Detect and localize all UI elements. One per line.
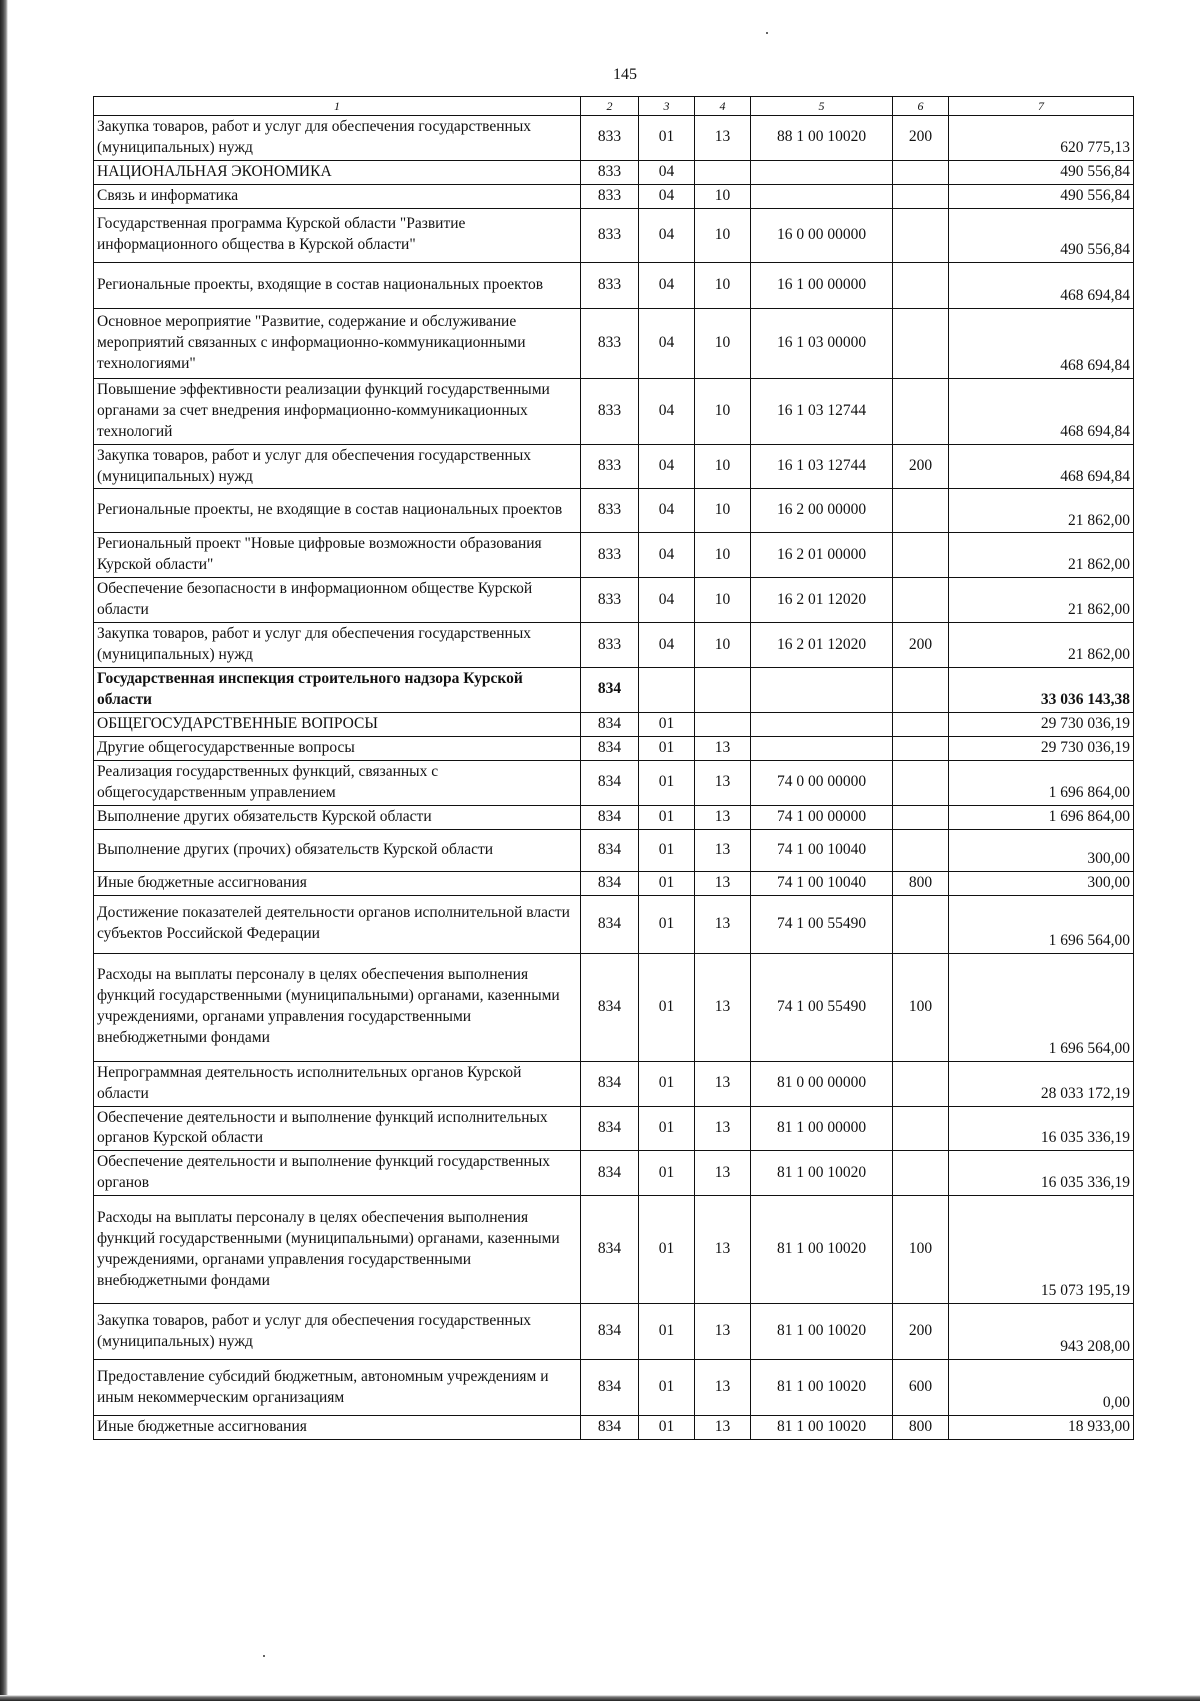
row-expense-type xyxy=(893,1151,949,1196)
row-amount: 490 556,84 xyxy=(949,160,1134,184)
row-section-code: 04 xyxy=(639,208,695,262)
row-amount: 1 696 564,00 xyxy=(949,895,1134,953)
row-target-article: 74 1 00 10040 xyxy=(751,829,893,871)
column-number-row xyxy=(94,97,1134,116)
row-expense-type xyxy=(893,712,949,736)
row-ved-code: 833 xyxy=(581,578,639,623)
table-row xyxy=(94,1106,1134,1151)
scan-speck xyxy=(263,1655,265,1657)
row-ved-code: 834 xyxy=(581,1151,639,1196)
row-name: Обеспечение деятельности и выполнение функций исполнительных органов Курской области xyxy=(94,1106,581,1151)
row-ved-code: 834 xyxy=(581,1416,639,1440)
row-amount: 18 933,00 xyxy=(949,1416,1134,1440)
row-section-code: 01 xyxy=(639,829,695,871)
row-name: Региональный проект "Новые цифровые возможности образования Курской области" xyxy=(94,533,581,578)
row-expense-type xyxy=(893,1061,949,1106)
row-name: Расходы на выплаты персоналу в целях обеспечения выполнения функций государственными (муниципальными) органами, казенными учреждениями, органами управления государственными внебюджетными фондами xyxy=(94,953,581,1061)
row-ved-code: 834 xyxy=(581,805,639,829)
row-ved-code: 834 xyxy=(581,760,639,805)
row-subsection-code: 13 xyxy=(695,805,751,829)
column-number: 4 xyxy=(695,97,751,116)
row-subsection-code: 10 xyxy=(695,578,751,623)
row-subsection-code: 13 xyxy=(695,1196,751,1304)
row-expense-type: 800 xyxy=(893,871,949,895)
row-name: Закупка товаров, работ и услуг для обеспечения государственных (муниципальных) нужд xyxy=(94,1304,581,1360)
row-amount: 21 862,00 xyxy=(949,533,1134,578)
row-subsection-code: 13 xyxy=(695,760,751,805)
row-amount: 21 862,00 xyxy=(949,623,1134,668)
row-ved-code: 833 xyxy=(581,308,639,378)
row-subsection-code: 13 xyxy=(695,871,751,895)
row-expense-type xyxy=(893,533,949,578)
row-name: Иные бюджетные ассигнования xyxy=(94,1416,581,1440)
row-target-article: 74 0 00 00000 xyxy=(751,760,893,805)
row-expense-type xyxy=(893,667,949,712)
table-row xyxy=(94,805,1134,829)
row-target-article xyxy=(751,667,893,712)
row-target-article: 74 1 00 55490 xyxy=(751,895,893,953)
row-amount: 490 556,84 xyxy=(949,208,1134,262)
table-row xyxy=(94,262,1134,308)
row-name: Основное мероприятие "Развитие, содержание и обслуживание мероприятий связанных с информационно-коммуникационными технологиями" xyxy=(94,308,581,378)
row-target-article: 16 2 01 00000 xyxy=(751,533,893,578)
row-subsection-code: 10 xyxy=(695,378,751,444)
row-ved-code: 833 xyxy=(581,262,639,308)
row-section-code: 04 xyxy=(639,623,695,668)
row-section-code: 04 xyxy=(639,444,695,489)
row-ved-code: 833 xyxy=(581,160,639,184)
row-ved-code: 834 xyxy=(581,829,639,871)
row-section-code: 01 xyxy=(639,1416,695,1440)
row-section-code: 01 xyxy=(639,116,695,161)
row-section-code: 01 xyxy=(639,1196,695,1304)
row-expense-type xyxy=(893,184,949,208)
row-target-article: 81 1 00 10020 xyxy=(751,1151,893,1196)
row-section-code: 04 xyxy=(639,378,695,444)
row-expense-type xyxy=(893,308,949,378)
row-name: Государственная инспекция строительного надзора Курской области xyxy=(94,667,581,712)
row-section-code: 01 xyxy=(639,760,695,805)
row-subsection-code xyxy=(695,160,751,184)
row-target-article: 81 1 00 10020 xyxy=(751,1360,893,1416)
row-target-article: 16 2 00 00000 xyxy=(751,489,893,533)
row-ved-code: 834 xyxy=(581,871,639,895)
row-target-article: 81 1 00 10020 xyxy=(751,1304,893,1360)
row-ved-code: 833 xyxy=(581,623,639,668)
row-amount: 943 208,00 xyxy=(949,1304,1134,1360)
row-ved-code: 833 xyxy=(581,444,639,489)
row-target-article: 16 0 00 00000 xyxy=(751,208,893,262)
row-expense-type xyxy=(893,805,949,829)
row-amount: 300,00 xyxy=(949,871,1134,895)
table-row xyxy=(94,208,1134,262)
row-name: Закупка товаров, работ и услуг для обеспечения государственных (муниципальных) нужд xyxy=(94,623,581,668)
row-subsection-code: 10 xyxy=(695,208,751,262)
row-target-article xyxy=(751,160,893,184)
table-row xyxy=(94,1304,1134,1360)
row-expense-type xyxy=(893,262,949,308)
table-row xyxy=(94,760,1134,805)
table-row xyxy=(94,829,1134,871)
row-ved-code: 834 xyxy=(581,1304,639,1360)
row-subsection-code: 13 xyxy=(695,1061,751,1106)
row-section-code: 01 xyxy=(639,805,695,829)
row-name: Закупка товаров, работ и услуг для обеспечения государственных (муниципальных) нужд xyxy=(94,444,581,489)
row-ved-code: 833 xyxy=(581,533,639,578)
row-expense-type: 200 xyxy=(893,444,949,489)
row-expense-type: 100 xyxy=(893,1196,949,1304)
row-target-article: 81 1 00 10020 xyxy=(751,1416,893,1440)
row-subsection-code: 10 xyxy=(695,184,751,208)
row-target-article: 16 1 03 12744 xyxy=(751,444,893,489)
table-row xyxy=(94,444,1134,489)
table-row xyxy=(94,116,1134,161)
row-expense-type xyxy=(893,578,949,623)
table-row xyxy=(94,160,1134,184)
row-subsection-code xyxy=(695,667,751,712)
row-amount: 0,00 xyxy=(949,1360,1134,1416)
table-row xyxy=(94,533,1134,578)
row-ved-code: 834 xyxy=(581,953,639,1061)
budget-table xyxy=(93,96,1134,1440)
column-number: 7 xyxy=(949,97,1134,116)
row-name: Связь и информатика xyxy=(94,184,581,208)
row-name: Реализация государственных функций, связанных с общегосударственным управлением xyxy=(94,760,581,805)
row-section-code: 04 xyxy=(639,160,695,184)
row-amount: 16 035 336,19 xyxy=(949,1106,1134,1151)
row-target-article: 81 0 00 00000 xyxy=(751,1061,893,1106)
column-number: 3 xyxy=(639,97,695,116)
row-section-code: 01 xyxy=(639,953,695,1061)
row-target-article: 88 1 00 10020 xyxy=(751,116,893,161)
column-number: 5 xyxy=(751,97,893,116)
row-ved-code: 834 xyxy=(581,736,639,760)
scan-edge-left xyxy=(0,0,8,1701)
row-expense-type: 200 xyxy=(893,623,949,668)
row-name: Региональные проекты, входящие в состав национальных проектов xyxy=(94,262,581,308)
table-row xyxy=(94,667,1134,712)
row-target-article: 16 1 00 00000 xyxy=(751,262,893,308)
row-amount: 468 694,84 xyxy=(949,262,1134,308)
row-expense-type xyxy=(893,736,949,760)
table-row xyxy=(94,895,1134,953)
table-row xyxy=(94,736,1134,760)
row-section-code: 01 xyxy=(639,736,695,760)
row-name: Обеспечение деятельности и выполнение функций государственных органов xyxy=(94,1151,581,1196)
row-expense-type: 600 xyxy=(893,1360,949,1416)
table-row xyxy=(94,712,1134,736)
row-subsection-code: 10 xyxy=(695,489,751,533)
row-subsection-code: 10 xyxy=(695,308,751,378)
table-row xyxy=(94,623,1134,668)
row-section-code: 01 xyxy=(639,1304,695,1360)
row-subsection-code: 13 xyxy=(695,116,751,161)
table-row xyxy=(94,1416,1134,1440)
row-ved-code: 833 xyxy=(581,489,639,533)
row-subsection-code: 10 xyxy=(695,444,751,489)
row-name: Другие общегосударственные вопросы xyxy=(94,736,581,760)
row-expense-type xyxy=(893,378,949,444)
row-section-code: 04 xyxy=(639,184,695,208)
row-name: Государственная программа Курской области "Развитие информационного общества в Курской области" xyxy=(94,208,581,262)
row-section-code: 01 xyxy=(639,895,695,953)
row-amount: 1 696 864,00 xyxy=(949,760,1134,805)
row-ved-code: 834 xyxy=(581,667,639,712)
row-amount: 21 862,00 xyxy=(949,578,1134,623)
table-row xyxy=(94,1360,1134,1416)
row-amount: 1 696 864,00 xyxy=(949,805,1134,829)
row-ved-code: 834 xyxy=(581,1360,639,1416)
row-target-article: 16 1 03 12744 xyxy=(751,378,893,444)
row-subsection-code: 13 xyxy=(695,736,751,760)
table-row xyxy=(94,489,1134,533)
row-target-article: 74 1 00 55490 xyxy=(751,953,893,1061)
row-ved-code: 833 xyxy=(581,116,639,161)
row-expense-type xyxy=(893,489,949,533)
row-name: Иные бюджетные ассигнования xyxy=(94,871,581,895)
row-expense-type xyxy=(893,895,949,953)
row-section-code: 01 xyxy=(639,1061,695,1106)
row-amount: 468 694,84 xyxy=(949,308,1134,378)
row-subsection-code: 13 xyxy=(695,953,751,1061)
row-expense-type xyxy=(893,1106,949,1151)
row-amount: 21 862,00 xyxy=(949,489,1134,533)
table-row xyxy=(94,308,1134,378)
row-target-article xyxy=(751,736,893,760)
row-section-code: 04 xyxy=(639,308,695,378)
row-amount: 620 775,13 xyxy=(949,116,1134,161)
row-amount: 33 036 143,38 xyxy=(949,667,1134,712)
row-name: Выполнение других (прочих) обязательств Курской области xyxy=(94,829,581,871)
row-section-code: 01 xyxy=(639,712,695,736)
budget-table-body xyxy=(94,97,1134,1440)
row-target-article: 16 2 01 12020 xyxy=(751,578,893,623)
row-expense-type: 200 xyxy=(893,1304,949,1360)
row-section-code: 04 xyxy=(639,533,695,578)
row-name: Предоставление субсидий бюджетным, автономным учреждениям и иным некоммерческим организациям xyxy=(94,1360,581,1416)
row-amount: 300,00 xyxy=(949,829,1134,871)
row-ved-code: 834 xyxy=(581,1106,639,1151)
row-subsection-code: 13 xyxy=(695,1360,751,1416)
row-ved-code: 834 xyxy=(581,1196,639,1304)
row-name: Региональные проекты, не входящие в состав национальных проектов xyxy=(94,489,581,533)
row-subsection-code: 10 xyxy=(695,262,751,308)
row-target-article: 16 1 03 00000 xyxy=(751,308,893,378)
row-subsection-code: 13 xyxy=(695,895,751,953)
row-subsection-code: 10 xyxy=(695,533,751,578)
row-amount: 468 694,84 xyxy=(949,444,1134,489)
column-number: 2 xyxy=(581,97,639,116)
row-amount: 16 035 336,19 xyxy=(949,1151,1134,1196)
row-name: Непрограммная деятельность исполнительных органов Курской области xyxy=(94,1061,581,1106)
row-target-article: 74 1 00 00000 xyxy=(751,805,893,829)
scan-edge-bottom xyxy=(0,1695,1200,1701)
row-subsection-code xyxy=(695,712,751,736)
row-expense-type: 200 xyxy=(893,116,949,161)
row-target-article xyxy=(751,184,893,208)
row-ved-code: 834 xyxy=(581,895,639,953)
row-section-code: 04 xyxy=(639,578,695,623)
column-number: 6 xyxy=(893,97,949,116)
row-target-article xyxy=(751,712,893,736)
row-expense-type xyxy=(893,829,949,871)
table-row xyxy=(94,184,1134,208)
row-name: Расходы на выплаты персоналу в целях обеспечения выполнения функций государственными (муниципальными) органами, казенными учреждениями, органами управления государственными внебюджетными фондами xyxy=(94,1196,581,1304)
table-row xyxy=(94,953,1134,1061)
row-section-code: 04 xyxy=(639,489,695,533)
row-expense-type: 800 xyxy=(893,1416,949,1440)
row-ved-code: 833 xyxy=(581,184,639,208)
row-amount: 1 696 564,00 xyxy=(949,953,1134,1061)
row-subsection-code: 10 xyxy=(695,623,751,668)
row-subsection-code: 13 xyxy=(695,1151,751,1196)
table-row xyxy=(94,378,1134,444)
row-name: Повышение эффективности реализации функций государственными органами за счет внедрения информационно-коммуникационных технологий xyxy=(94,378,581,444)
row-ved-code: 833 xyxy=(581,208,639,262)
row-amount: 468 694,84 xyxy=(949,378,1134,444)
table-row xyxy=(94,1151,1134,1196)
row-ved-code: 833 xyxy=(581,378,639,444)
row-target-article: 81 1 00 10020 xyxy=(751,1196,893,1304)
row-amount: 28 033 172,19 xyxy=(949,1061,1134,1106)
row-subsection-code: 13 xyxy=(695,1106,751,1151)
row-target-article: 16 2 01 12020 xyxy=(751,623,893,668)
row-section-code: 01 xyxy=(639,1106,695,1151)
row-subsection-code: 13 xyxy=(695,1304,751,1360)
row-section-code: 01 xyxy=(639,1360,695,1416)
row-amount: 490 556,84 xyxy=(949,184,1134,208)
row-target-article: 74 1 00 10040 xyxy=(751,871,893,895)
row-target-article: 81 1 00 00000 xyxy=(751,1106,893,1151)
row-name: Выполнение других обязательств Курской области xyxy=(94,805,581,829)
row-ved-code: 834 xyxy=(581,712,639,736)
row-amount: 15 073 195,19 xyxy=(949,1196,1134,1304)
row-name: Закупка товаров, работ и услуг для обеспечения государственных (муниципальных) нужд xyxy=(94,116,581,161)
column-number: 1 xyxy=(94,97,581,116)
row-section-code: 01 xyxy=(639,871,695,895)
table-row xyxy=(94,1061,1134,1106)
row-expense-type: 100 xyxy=(893,953,949,1061)
row-ved-code: 834 xyxy=(581,1061,639,1106)
row-section-code xyxy=(639,667,695,712)
row-section-code: 04 xyxy=(639,262,695,308)
row-expense-type xyxy=(893,208,949,262)
row-name: Обеспечение безопасности в информационном обществе Курской области xyxy=(94,578,581,623)
row-name: НАЦИОНАЛЬНАЯ ЭКОНОМИКА xyxy=(94,160,581,184)
table-row xyxy=(94,871,1134,895)
table-row xyxy=(94,578,1134,623)
row-name: Достижение показателей деятельности органов исполнительной власти субъектов Российской Федерации xyxy=(94,895,581,953)
row-expense-type xyxy=(893,760,949,805)
row-amount: 29 730 036,19 xyxy=(949,736,1134,760)
row-amount: 29 730 036,19 xyxy=(949,712,1134,736)
scan-speck xyxy=(766,32,768,34)
table-row xyxy=(94,1196,1134,1304)
row-expense-type xyxy=(893,160,949,184)
row-section-code: 01 xyxy=(639,1151,695,1196)
row-subsection-code: 13 xyxy=(695,829,751,871)
row-subsection-code: 13 xyxy=(695,1416,751,1440)
row-name: ОБЩЕГОСУДАРСТВЕННЫЕ ВОПРОСЫ xyxy=(94,712,581,736)
page-number: 145 xyxy=(613,66,637,83)
